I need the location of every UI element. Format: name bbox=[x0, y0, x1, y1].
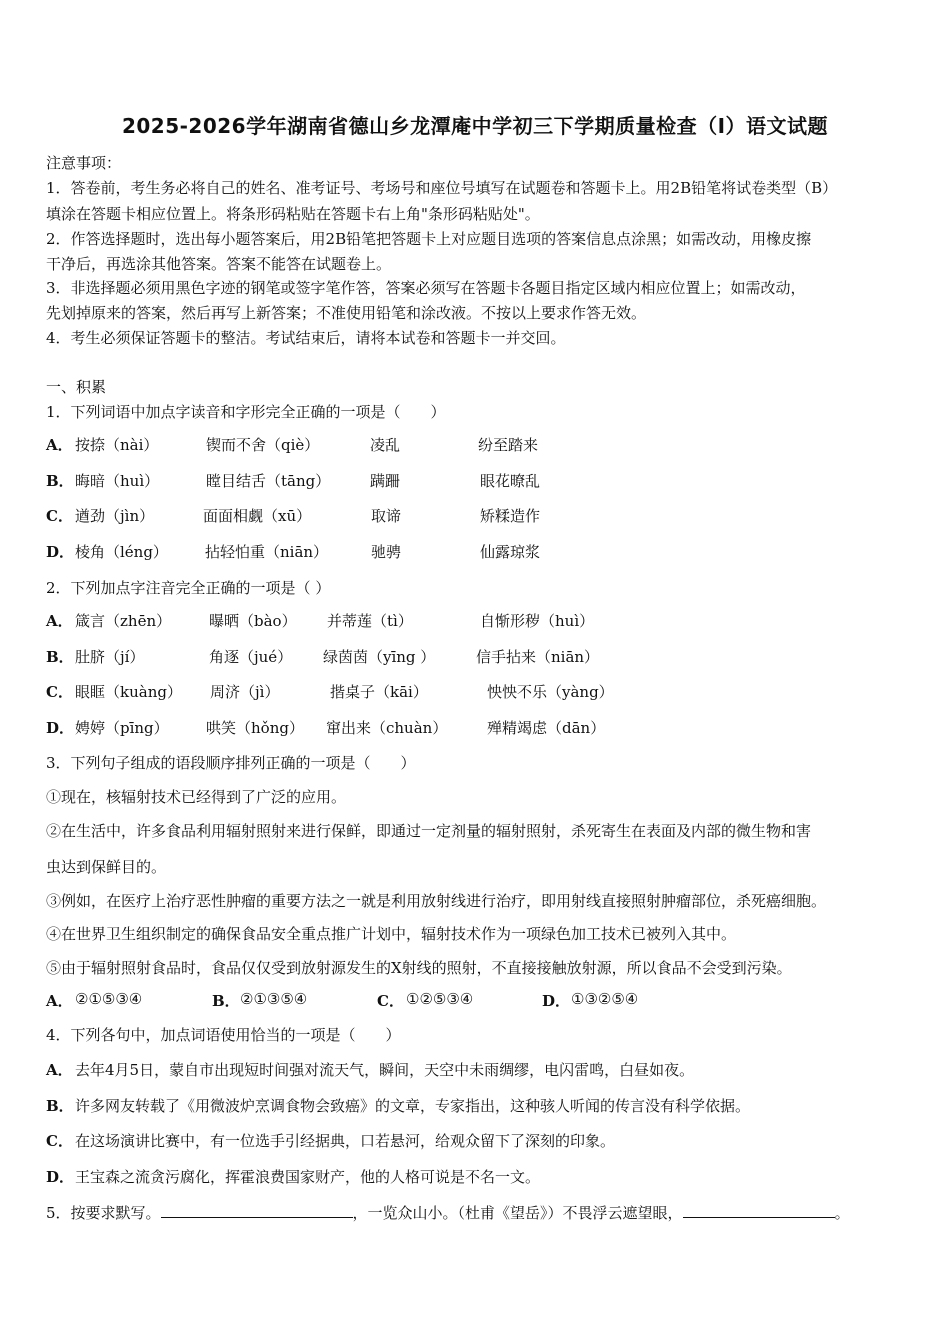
option-word: 信手拈来（niān） bbox=[476, 648, 600, 666]
option-word: 按捺（nài） bbox=[75, 436, 159, 454]
sentence: ①现在，核辐射技术已经得到了广泛的应用。 bbox=[46, 788, 347, 806]
option-word: 棱角（léng） bbox=[75, 543, 168, 561]
notice-line: 3．非选择题必须用黑色字迹的钢笔或签字笔作答，答案必须写在答题卡各题目指定区域内相应位置上；如需改动， bbox=[46, 279, 806, 297]
option-word: 角逐（jué） bbox=[209, 648, 293, 666]
option-label: A． bbox=[46, 992, 73, 1010]
option-text: ①②⑤③④ bbox=[406, 990, 474, 1008]
answer-blank[interactable] bbox=[683, 1203, 835, 1218]
option-label: B． bbox=[46, 648, 74, 666]
option-word: 驰骋 bbox=[371, 543, 402, 561]
option-word: 肚脐（jí） bbox=[75, 648, 145, 666]
option-word: 晦暗（huì） bbox=[75, 472, 160, 490]
option-word: 遒劲（jìn） bbox=[75, 507, 155, 525]
option-label: B． bbox=[212, 992, 240, 1010]
q5-end: 。 bbox=[834, 1204, 850, 1222]
option-word: 纷至踏来 bbox=[478, 436, 539, 454]
option-word: 蹒跚 bbox=[370, 472, 401, 490]
option-word: 窜出来（chuàn） bbox=[326, 719, 448, 737]
question-q5 bbox=[46, 1202, 850, 1223]
option-label: C． bbox=[46, 1132, 73, 1150]
option-label: C． bbox=[46, 507, 73, 525]
option-word: 箴言（zhēn） bbox=[75, 612, 172, 630]
option-word: 周济（jì） bbox=[210, 683, 280, 701]
q5-prefix: 5．按要求默写。 bbox=[46, 1204, 161, 1222]
answer-blank[interactable] bbox=[161, 1203, 353, 1218]
option-word: 拈轻怕重（niān） bbox=[205, 543, 329, 561]
notice-line: 2．作答选择题时，选出每小题答案后，用2B铅笔把答题卡上对应题目选项的答案信息点涂黑；如需改动，用橡皮擦 bbox=[46, 230, 812, 248]
question-stem: 4．下列各句中，加点词语使用恰当的一项是（ ） bbox=[46, 1026, 401, 1044]
option-label: D． bbox=[46, 1168, 75, 1186]
question-stem: 2．下列加点字注音完全正确的一项是（ ） bbox=[46, 579, 331, 597]
option-text: 许多网友转载了《用微波炉烹调食物会致癌》的文章，专家指出，这种骇人听闻的传言没有科学依据。 bbox=[75, 1097, 751, 1115]
option-word: 面面相觑（xū） bbox=[203, 507, 312, 525]
notice-line: 干净后，再选涂其他答案。答案不能答在试题卷上。 bbox=[46, 255, 392, 273]
option-word: 揩桌子（kāi） bbox=[330, 683, 428, 701]
option-word: 自惭形秽（huì） bbox=[480, 612, 595, 630]
option-word: 绿茵茵（yīng ） bbox=[323, 648, 436, 666]
option-word: 仙露琼浆 bbox=[480, 543, 541, 561]
option-text: ①③②⑤④ bbox=[571, 990, 639, 1008]
option-word: 并蒂莲（tì） bbox=[327, 612, 413, 630]
option-text: 在这场演讲比赛中，有一位选手引经据典，口若悬河，给观众留下了深刻的印象。 bbox=[75, 1132, 616, 1150]
option-label: B． bbox=[46, 1097, 74, 1115]
notice-heading: 注意事项： bbox=[46, 154, 122, 172]
option-word: 眼花暸乱 bbox=[480, 472, 541, 490]
option-word: 凌乱 bbox=[370, 436, 401, 454]
option-label: D． bbox=[542, 992, 571, 1010]
option-label: C． bbox=[46, 683, 73, 701]
option-word: 殚精竭虑（dān） bbox=[487, 719, 606, 737]
option-word: 娉婷（pīng） bbox=[75, 719, 169, 737]
option-word: 怏怏不乐（yàng） bbox=[487, 683, 614, 701]
sentence: 虫达到保鲜目的。 bbox=[46, 858, 167, 876]
option-word: 取谛 bbox=[371, 507, 402, 525]
option-text: 去年4月5日，蒙自市出现短时间强对流天气，瞬间，天空中未雨绸缪，电闪雷鸣，白昼如夜。 bbox=[75, 1061, 695, 1079]
option-word: 矫糅造作 bbox=[480, 507, 541, 525]
option-word: 哄笑（hǒng） bbox=[206, 719, 304, 737]
option-label: A． bbox=[46, 612, 73, 630]
notice-line: 4．考生必须保证答题卡的整洁。考试结束后，请将本试卷和答题卡一并交回。 bbox=[46, 329, 566, 347]
option-label: C． bbox=[377, 992, 404, 1010]
option-label: D． bbox=[46, 719, 75, 737]
question-stem: 1．下列词语中加点字读音和字形完全正确的一项是（ ） bbox=[46, 403, 446, 421]
option-label: A． bbox=[46, 1061, 73, 1079]
notice-line: 先划掉原来的答案，然后再写上新答案；不准使用铅笔和涂改液。不按以上要求作答无效。 bbox=[46, 304, 647, 322]
option-word: 瞠目结舌（tāng） bbox=[206, 472, 331, 490]
section-heading: 一、积累 bbox=[46, 378, 107, 396]
option-label: B． bbox=[46, 472, 74, 490]
option-text: ②①⑤③④ bbox=[75, 990, 143, 1008]
option-text: 王宝森之流贪污腐化，挥霍浪费国家财产，他的人格可说是不名一文。 bbox=[75, 1168, 541, 1186]
sentence: ②在生活中，许多食品利用辐射照射来进行保鲜，即通过一定剂量的辐射照射，杀死寄生在表面及内部的微生物和害 bbox=[46, 822, 812, 840]
question-stem: 3．下列句子组成的语段顺序排列正确的一项是（ ） bbox=[46, 754, 416, 772]
option-word: 锲而不舍（qiè） bbox=[206, 436, 320, 454]
option-word: 眼眶（kuàng） bbox=[75, 683, 182, 701]
q5-mid: ，一览众山小。（杜甫《望岳》）不畏浮云遮望眼， bbox=[352, 1204, 683, 1222]
sentence: ⑤由于辐射照射食品时，食品仅仅受到放射源发生的X射线的照射，不直接接触放射源，所以食品不会受到污染。 bbox=[46, 959, 792, 977]
notice-line: 填涂在答题卡相应位置上。将条形码粘贴在答题卡右上角"条形码粘贴处"。 bbox=[46, 205, 540, 223]
sentence: ③例如，在医疗上治疗恶性肿瘤的重要方法之一就是利用放射线进行治疗，即用射线直接照射肿瘤部位，杀死癌细胞。 bbox=[46, 892, 827, 910]
option-label: D． bbox=[46, 543, 75, 561]
sentence: ④在世界卫生组织制定的确保食品安全重点推广计划中，辐射技术作为一项绿色加工技术已被列入其中。 bbox=[46, 925, 737, 943]
option-text: ②①③⑤④ bbox=[240, 990, 308, 1008]
option-word: 曝晒（bào） bbox=[209, 612, 297, 630]
option-label: A． bbox=[46, 436, 73, 454]
notice-line: 1．答卷前，考生务必将自己的姓名、准考证号、考场号和座位号填写在试题卷和答题卡上。用2B铅笔将试卷类型（B） bbox=[46, 179, 838, 197]
page-title: 2025-2026学年湖南省德山乡龙潭庵中学初三下学期质量检查（I）语文试题 bbox=[121, 114, 829, 138]
